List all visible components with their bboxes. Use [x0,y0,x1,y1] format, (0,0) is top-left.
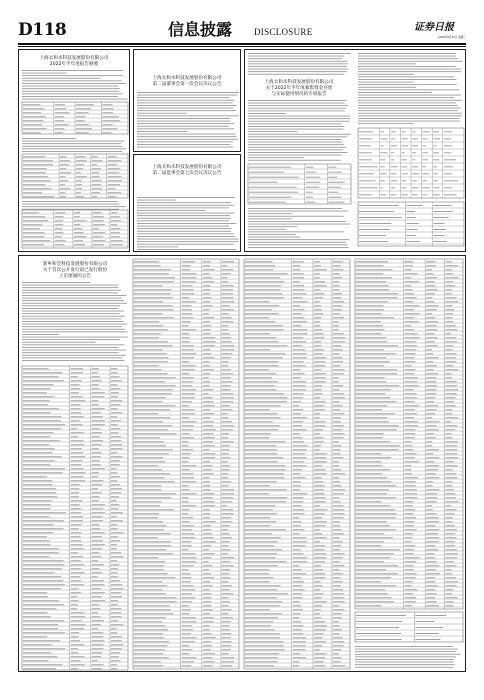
announcement-body-text [245,50,466,252]
announcement-title: 关于首次公开发行前已发行股份 [42,268,108,273]
header-date-info: 2022年8月31日 星期三 [438,36,466,39]
announcement-title: 第二届董事会第一次会议决议公告 [152,82,222,87]
announcement-semi-annual-report [18,49,130,252]
section-title: 信息披露 [168,20,233,39]
announcement-board-resolution [133,49,241,152]
header-rule [18,43,466,45]
announcement-body-text [134,155,241,252]
page-header [18,20,466,42]
newspaper-logo: 证券日报 [414,22,454,33]
announcement-company: 上海太和水科技发展股份有限公司 [152,165,222,170]
announcement-body-text [19,50,130,252]
announcement-supervisory-resolution [133,154,241,252]
announcement-company: 上海太和水科技发展股份有限公司 [152,76,222,81]
page-number: D118 [18,20,67,40]
announcement-body-text [134,50,241,152]
section-title-english: DISCLOSURE [254,27,313,37]
header-rule-thin [18,46,466,47]
announcement-title: 关于2022年半年度募集资金存放 [265,86,333,91]
announcement-share-unlock [18,255,466,672]
announcement-title-cont: 与实际使用情况的专项报告 [271,92,327,97]
announcement-fund-usage-report [244,49,466,252]
announcement-body-tables [19,256,466,672]
announcement-company: 上海太和水科技发展股份有限公司 [39,56,109,61]
announcement-company: 新乡和会科技发展股份有限公司 [42,262,108,267]
announcement-title: 2022年半年度报告摘要 [49,62,99,67]
announcement-title: 第二届监事会第七次会议决议公告 [152,171,222,176]
announcement-company: 上海太和水科技发展股份有限公司 [264,80,334,85]
announcement-title-cont: 上市流通的公告 [58,274,92,279]
